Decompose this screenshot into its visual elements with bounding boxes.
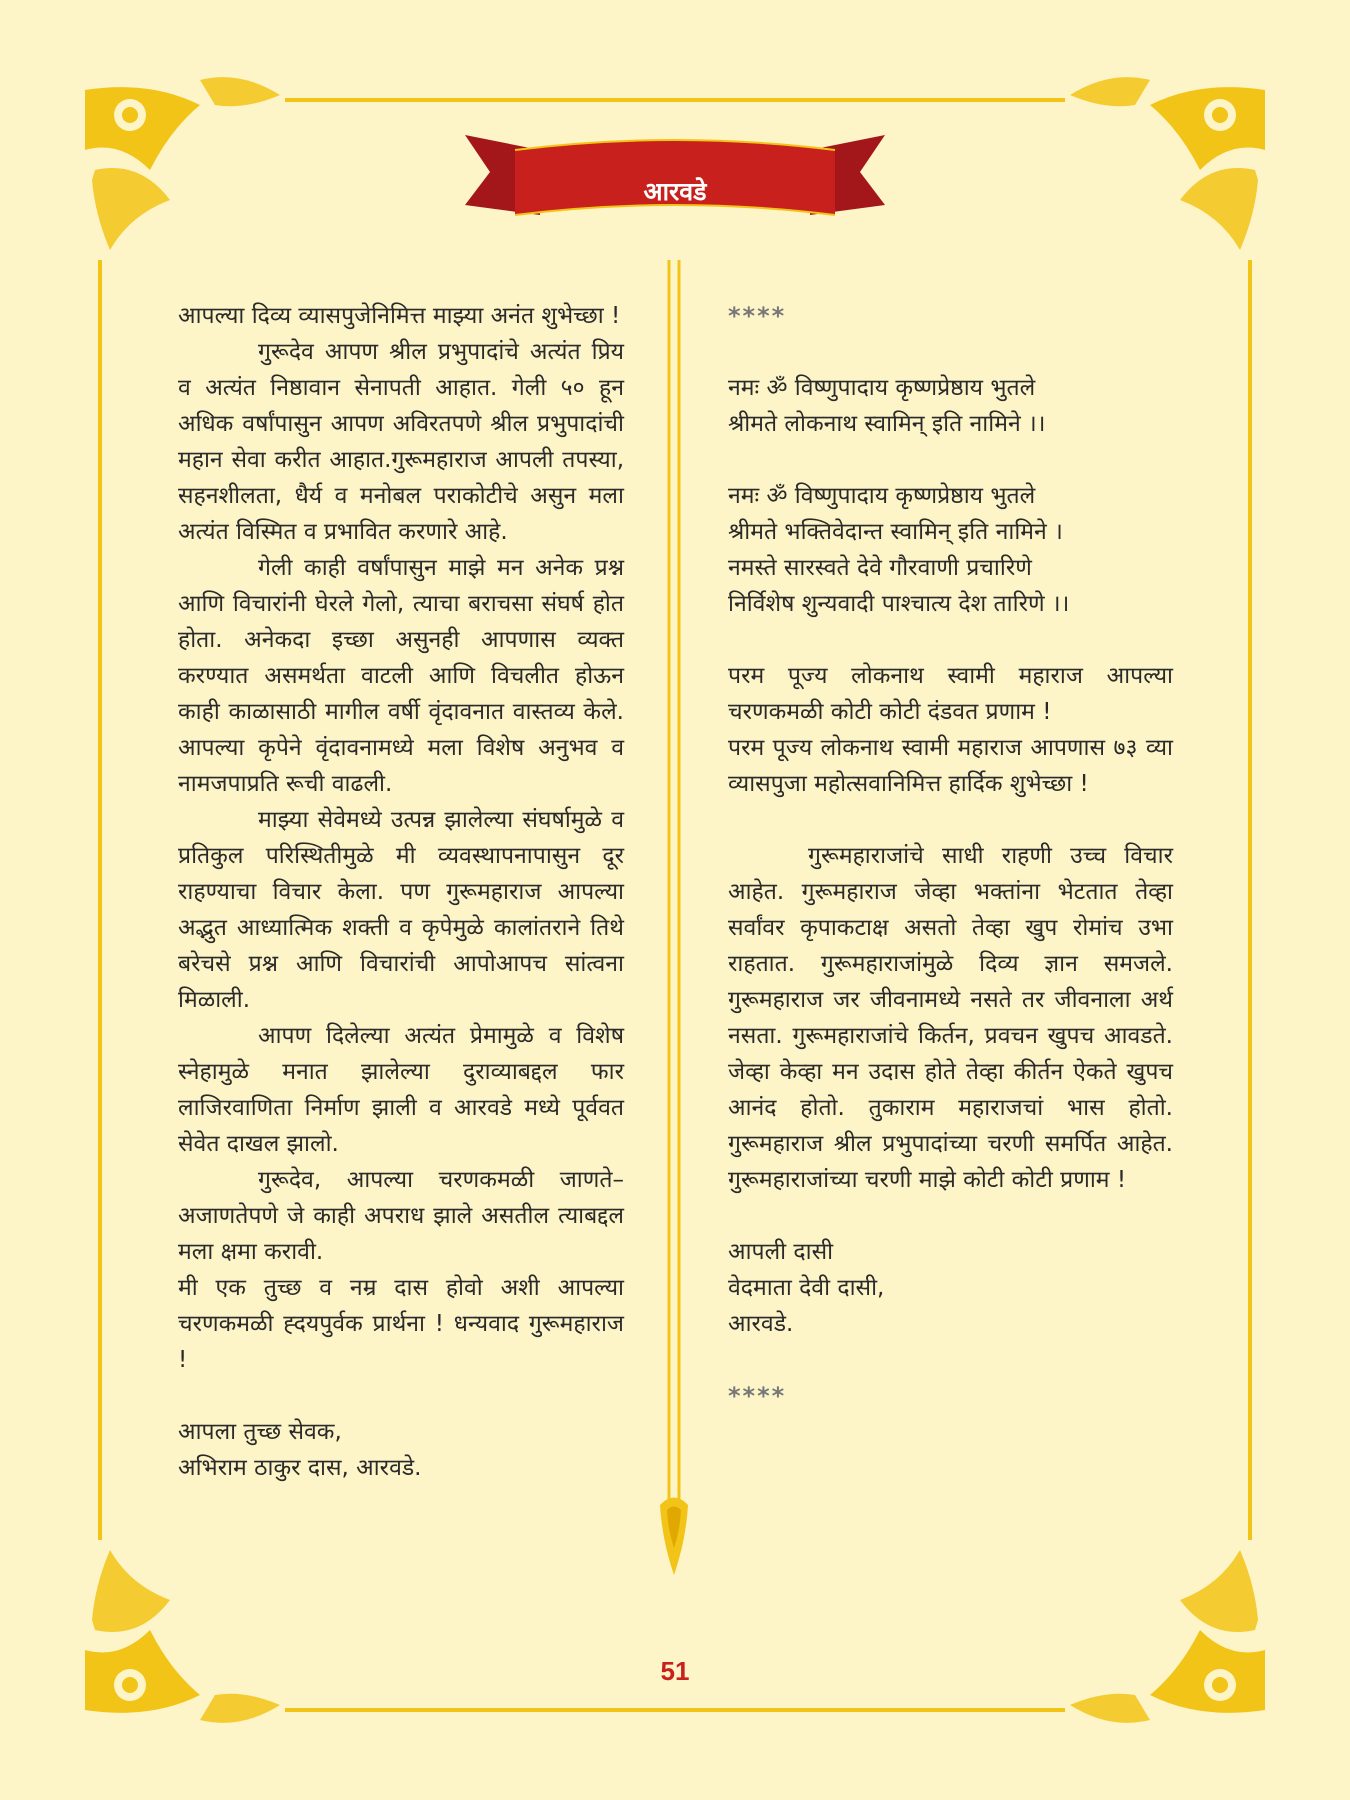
right-paragraph-1: परम पूज्य लोकनाथ स्वामी महाराज आपल्या चरणकमळी कोटी कोटी दंडवत प्रणाम ! bbox=[728, 663, 1173, 725]
verse-block-1 bbox=[728, 370, 1173, 442]
verse-block-2 bbox=[728, 478, 1173, 622]
verse-1-line-1: नमः ॐ विष्णुपादाय कृष्णप्रेष्ठाय भुतले bbox=[728, 375, 1036, 401]
left-signature-line-2: अभिराम ठाकुर दास, आरवडे. bbox=[178, 1455, 422, 1481]
page-title: आरवडे bbox=[643, 177, 707, 206]
verse-2-line-2: श्रीमते भक्तिवेदान्त स्वामिन् इति नामिने । bbox=[728, 519, 1063, 545]
left-paragraph-1: आपल्या दिव्य व्यासपुजेनिमित्त माझ्या अनंत शुभेच्छा ! bbox=[178, 303, 621, 329]
left-paragraph-2: गुरूदेव आपण श्रील प्रभुपादांचे अत्यंत प्रिय व अत्यंत निष्ठावान सेनापती आहात. गेली ५० हून अधिक वर्षांपासुन आपण अविरतपणे श्रील प्रभुपादांची महान सेवा करीत आहात.गुरूमहाराज आपली तपस्या, सहनशीलता, धैर्य व मनोबल पराकोटीचे असुन मला अत्यंत विस्मित व प्रभावित करणारे आहे. bbox=[178, 339, 624, 545]
stars-separator-bottom: **** bbox=[728, 1382, 787, 1410]
left-paragraph-6: गुरूदेव, आपल्या चरणकमळी जाणते–अजाणतेपणे जे काही अपराध झाले असतील त्याबद्दल मला क्षमा करावी. bbox=[178, 1167, 624, 1265]
right-paragraph-2: परम पूज्य लोकनाथ स्वामी महाराज आपणास ७३ व्या व्यासपुजा महोत्सवानिमित्त हार्दिक शुभेच्छा ! bbox=[728, 735, 1173, 797]
right-column bbox=[728, 298, 1173, 1414]
verse-2-line-1: नमः ॐ विष्णुपादाय कृष्णप्रेष्ठाय भुतले bbox=[728, 483, 1036, 509]
left-signature bbox=[178, 1414, 624, 1486]
verse-1-line-2: श्रीमते लोकनाथ स्वामिन् इति नामिने ।। bbox=[728, 411, 1046, 437]
left-paragraph-3: गेली काही वर्षांपासुन माझे मन अनेक प्रश्न आणि विचारांनी घेरले गेलो, त्याचा बराचसा संघर्ष होत होता. अनेकदा इच्छा असुनही आपणास व्यक्त करण्यात असमर्थता वाटली आणि विचलीत होऊन काही काळासाठी मागील वर्षी वृंदावनात वास्तव्य केले. आपल्या कृपेने वृंदावनामध्ये मला विशेष अनुभव व नामजपाप्रति रूची वाढली. bbox=[178, 555, 624, 797]
corner-ornament-bottom-right bbox=[1070, 1550, 1265, 1723]
left-paragraph-5: आपण दिलेल्या अत्यंत प्रेमामुळे व विशेष स्नेहामुळे मनात झालेल्या दुराव्याबद्दल फार लाजिरवाणिता निर्माण झाली व आरवडे मध्ये पूर्ववत सेवेत दाखल झालो. bbox=[178, 1023, 624, 1157]
verse-2-line-3: नमस्ते सारस्वते देवे गौरवाणी प्रचारिणे bbox=[728, 555, 1032, 581]
right-signature bbox=[728, 1234, 1173, 1342]
page-number: 51 bbox=[660, 1656, 690, 1686]
right-paragraph-3: गुरूमहाराजांचे साधी राहणी उच्च विचार आहेत. गुरूमहाराज जेव्हा भक्तांना भेटतात तेव्हा सर्वांवर कृपाकटाक्ष असतो तेव्हा खुप रोमांच उभा राहतात. गुरूमहाराजांमुळे दिव्य ज्ञान समजले. गुरूमहाराज जर जीवनामध्ये नसते तर जीवनाला अर्थ नसता. गुरूमहाराजांचे किर्तन, प्रवचन खुपच आवडते. जेव्हा केव्हा मन उदास होते तेव्हा कीर्तन ऐकते खुपच आनंद होतो. तुकाराम महाराजचां भास होतो. गुरूमहाराज श्रील प्रभुपादांच्या चरणी समर्पित आहेत. गुरूमहाराजांच्या चरणी माझे कोटी कोटी प्रणाम ! bbox=[728, 843, 1173, 1193]
right-signature-line-3: आरवडे. bbox=[728, 1311, 794, 1337]
stars-separator-top: **** bbox=[728, 302, 787, 330]
corner-ornament-bottom-left bbox=[85, 1550, 280, 1723]
column-divider bbox=[660, 260, 688, 1575]
left-paragraph-4: माझ्या सेवेमध्ये उत्पन्न झालेल्या संघर्षामुळे व प्रतिकुल परिस्थितीमुळे मी व्यवस्थापनापासुन दूर राहण्याचा विचार केला. पण गुरूमहाराज आपल्या अद्भुत आध्यात्मिक शक्ती व कृपेमुळे कालांतराने तिथे बरेचसे प्रश्न आणि विचारांची आपोआपच सांत्वना मिळाली. bbox=[178, 807, 624, 1013]
left-column bbox=[178, 298, 624, 1486]
left-signature-line-1: आपला तुच्छ सेवक, bbox=[178, 1419, 342, 1445]
right-signature-line-1: आपली दासी bbox=[728, 1239, 834, 1265]
left-paragraph-7: मी एक तुच्छ व नम्र दास होवो अशी आपल्या चरणकमळी ह्दयपुर्वक प्रार्थना ! धन्यवाद गुरूमहाराज ! bbox=[178, 1275, 624, 1373]
right-signature-line-2: वेदमाता देवी दासी, bbox=[728, 1275, 885, 1301]
corner-ornament-top-right bbox=[1070, 77, 1265, 250]
corner-ornament-top-left bbox=[85, 77, 280, 250]
verse-2-line-4: निर्विशेष शुन्यवादी पाश्चात्य देश तारिणे ।। bbox=[728, 591, 1070, 617]
